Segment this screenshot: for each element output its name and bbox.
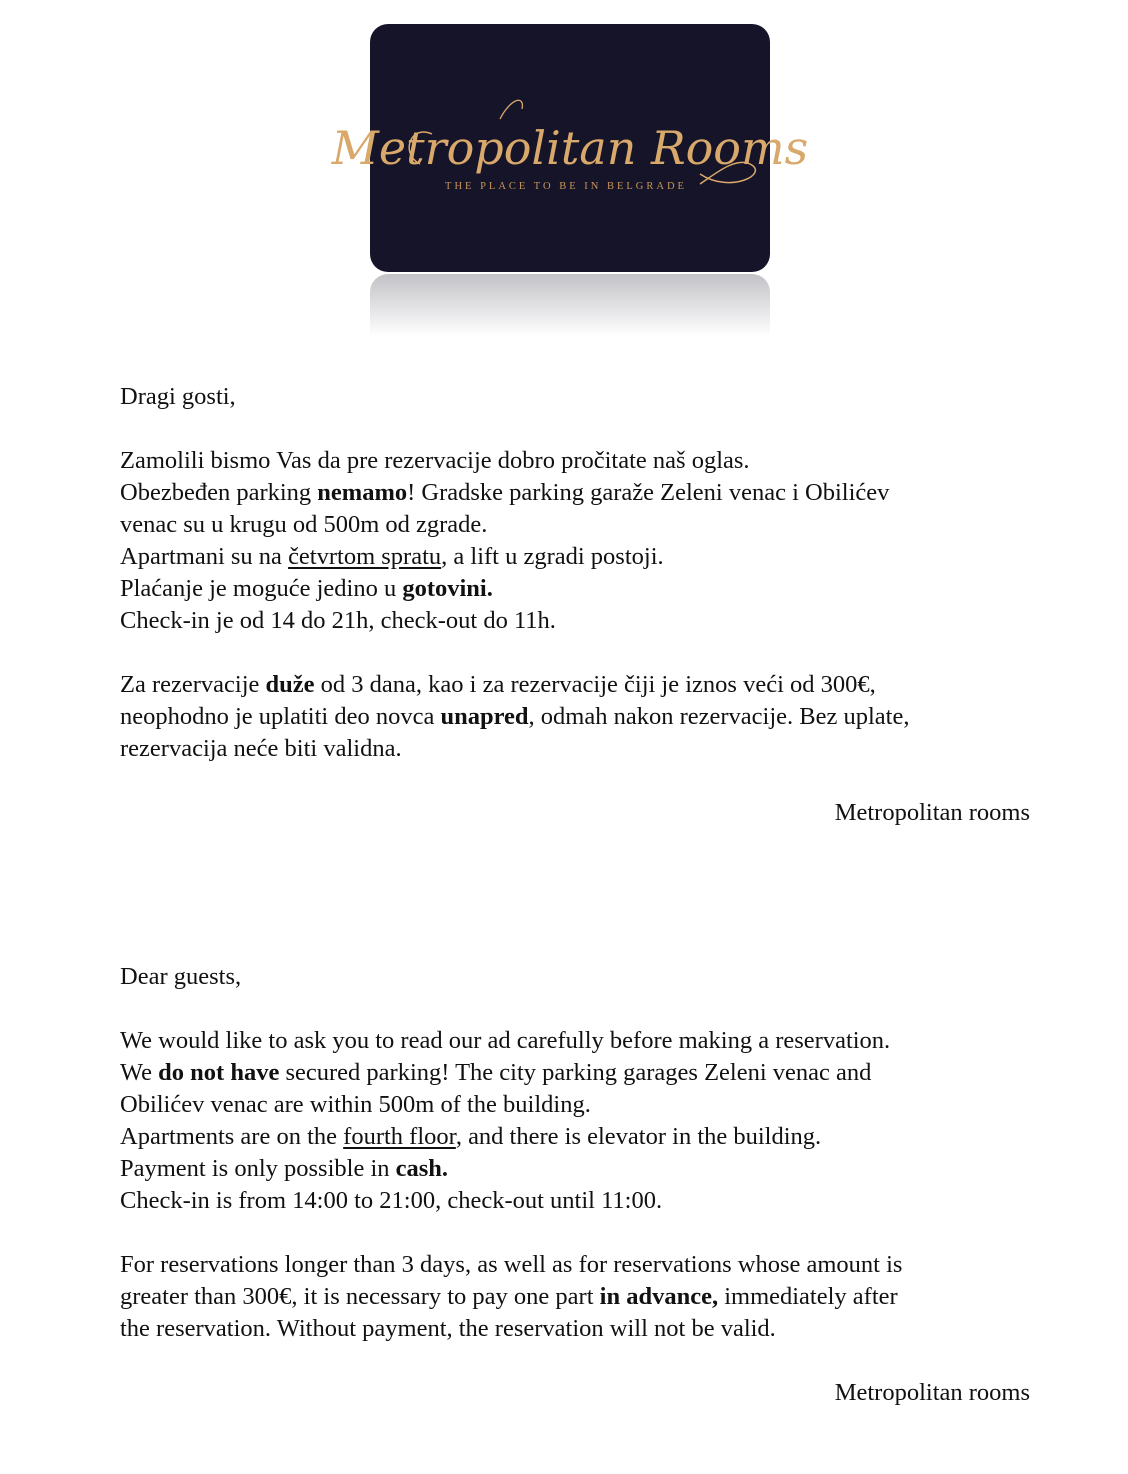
parking-line-2: Obilićev venac are within 500m of the building. bbox=[120, 1091, 591, 1118]
advance-line-2: neophodno je uplatiti deo novca unapred, odmah nakon rezervacije. Bez uplate, bbox=[120, 703, 910, 730]
checkin-line: Check-in is from 14:00 to 21:00, check-out until 11:00. bbox=[120, 1187, 663, 1214]
parking-line-2: venac su u krugu od 500m od zgrade. bbox=[120, 511, 488, 538]
logo-card bbox=[331, 24, 809, 272]
advance-line-1: For reservations longer than 3 days, as well as for reservations whose amount is bbox=[120, 1251, 903, 1278]
parking-line: Obezbeđen parking nemamo! Gradske parking garaže Zeleni venac i Obilićev bbox=[120, 479, 890, 506]
advance-line-1: Za rezervacije duže od 3 dana, kao i za rezervacije čiji je iznos veći od 300€, bbox=[120, 671, 876, 698]
advance-line-3: rezervacija neće biti validna. bbox=[120, 735, 402, 762]
signature: Metropolitan rooms bbox=[834, 799, 1030, 826]
advance-line-3: the reservation. Without payment, the reservation will not be valid. bbox=[120, 1315, 776, 1342]
parking-emphasis: do not have bbox=[158, 1059, 280, 1086]
logo-graphic bbox=[331, 24, 809, 272]
logo bbox=[331, 24, 809, 344]
logo-reflection bbox=[370, 274, 770, 344]
floor-line: Apartments are on the fourth floor, and there is elevator in the building. bbox=[120, 1123, 822, 1150]
greeting: Dear guests, bbox=[120, 963, 242, 990]
intro-line: Zamolili bismo Vas da pre rezervacije dobro pročitate naš oglas. bbox=[120, 447, 750, 474]
logo-flourish-top bbox=[500, 100, 522, 119]
letter-english bbox=[120, 961, 1030, 1409]
signature: Metropolitan rooms bbox=[834, 1379, 1030, 1406]
greeting: Dragi gosti, bbox=[120, 383, 236, 410]
parking-line: We do not have secured parking! The city parking garages Zeleni venac and bbox=[120, 1059, 872, 1086]
payment-emphasis: gotovini. bbox=[402, 575, 493, 602]
advance-line-2: greater than 300€, it is necessary to pay one part in advance, immediately after bbox=[120, 1283, 898, 1310]
logo-title: Metropolitan Rooms bbox=[331, 121, 809, 175]
logo-tagline: THE PLACE TO BE IN BELGRADE bbox=[445, 181, 687, 192]
intro-line: We would like to ask you to read our ad carefully before making a reservation. bbox=[120, 1027, 891, 1054]
payment-line: Plaćanje je moguće jedino u gotovini. bbox=[120, 575, 493, 602]
letter-serbian bbox=[120, 381, 1030, 829]
floor-line: Apartmani su na četvrtom spratu, a lift u zgradi postoji. bbox=[120, 543, 664, 570]
floor-emphasis: četvrtom spratu bbox=[288, 543, 442, 570]
checkin-line: Check-in je od 14 do 21h, check-out do 11h. bbox=[120, 607, 556, 634]
payment-emphasis: cash. bbox=[395, 1155, 449, 1182]
floor-emphasis: fourth floor bbox=[343, 1123, 456, 1150]
parking-emphasis: nemamo bbox=[317, 479, 408, 506]
payment-line: Payment is only possible in cash. bbox=[120, 1155, 449, 1182]
